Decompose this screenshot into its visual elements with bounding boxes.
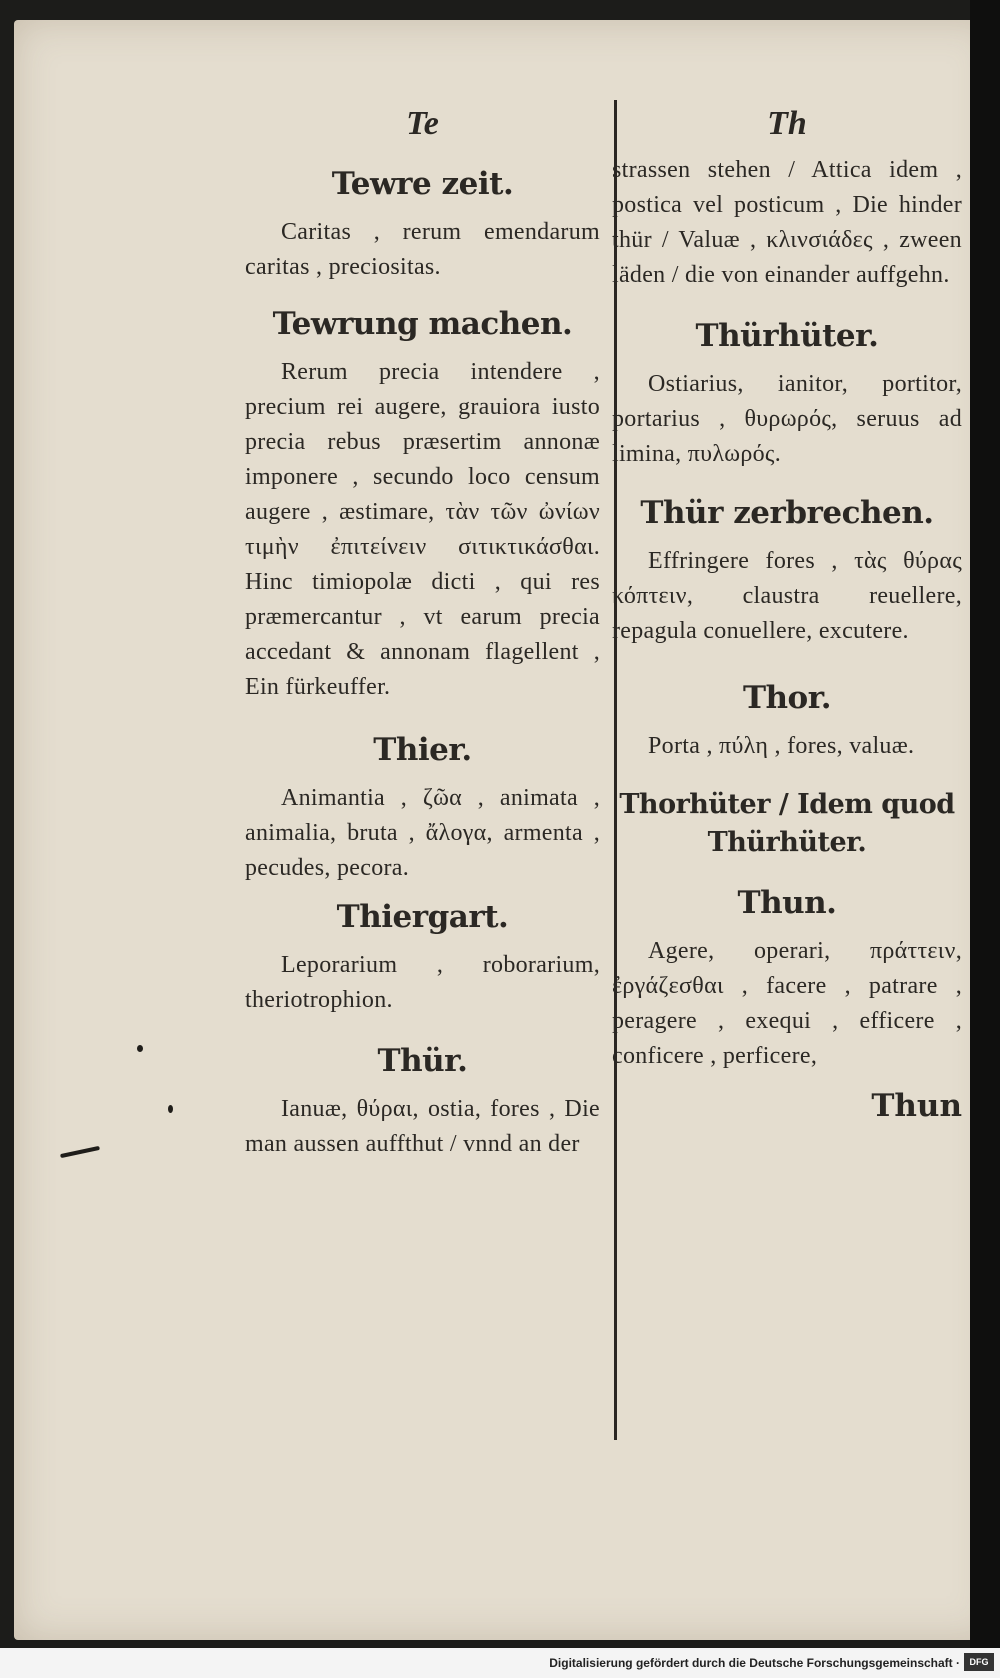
entry-text: Leporarium , roborarium, theriotrophion. xyxy=(245,952,600,1013)
running-head: Th xyxy=(767,105,807,142)
entry-head: Thürhüter. xyxy=(695,318,879,354)
entry-head: Thür. xyxy=(377,1043,468,1079)
scan-edge xyxy=(970,0,1000,1678)
entry-text: Caritas , rerum emendarum caritas , preciositas. xyxy=(245,219,600,280)
entry-head: Tewrung machen. xyxy=(272,306,573,342)
dfg-logo: DFG xyxy=(964,1653,994,1671)
left-column xyxy=(245,95,600,1162)
running-head: Te xyxy=(406,105,439,142)
entry-head: Thiergart. xyxy=(336,899,509,935)
catchword: Thun xyxy=(871,1088,962,1124)
entry-text: Agere, operari, πράττειν, ἐργάζεσθαι , facere , patrare , peragere , exequi , efficere , conficere , perficere, xyxy=(612,938,962,1069)
entry-text: Ianuæ, θύραι, ostia, fores , Die man aussen auffthut / vnnd an der xyxy=(245,1096,600,1157)
entry-head: Thor. xyxy=(742,680,832,716)
right-column xyxy=(612,95,962,1124)
entry-text: Rerum precia intendere , precium rei augere, grauiora iusto precia rebus præsertim annonæ imponere , secundo loco censum augere , æstimare, τὰν τῶν ὠνίων τιμὴν ἐπιτείνειν σιτικτικάσθαι. Hinc timiopolæ dicti , qui res præmercantur , vt earum precia accedant & annonam flagellent , Ein fürkeuffer. xyxy=(245,359,600,700)
entry-head: Tewre zeit. xyxy=(331,166,514,202)
footer-credit: Digitalisierung gefördert durch die Deutsche Forschungsgemeinschaft · xyxy=(549,1656,960,1670)
ink-blot xyxy=(137,1045,143,1052)
entry-text: Porta , πύλη , fores, valuæ. xyxy=(648,733,915,759)
entry-head: Thür zerbrechen. xyxy=(640,495,934,531)
ink-blot xyxy=(168,1105,173,1113)
entry-text: Ostiarius, ianitor, portitor, portarius , θυρωρός, seruus ad limina, πυλωρός. xyxy=(612,371,962,467)
entry-text: Animantia , ζῶα , animata , animalia, bruta , ἄλογα, armenta , pecudes, pecora. xyxy=(245,785,600,881)
entry-head: Thier. xyxy=(373,732,472,768)
continuation-text: strassen stehen / Attica idem , postica vel posticum , Die hinder thür / Valuæ , κλινσιάδες , zween läden / die von einander auffgehn. xyxy=(612,157,962,288)
entry-text: Effringere fores , τὰς θύρας κόπτειν, claustra reuellere, repagula conuellere, excutere. xyxy=(612,548,962,644)
entry-head: Thorhüter / Idem quod Thürhüter. xyxy=(619,789,955,858)
entry-head: Thun. xyxy=(737,885,837,921)
